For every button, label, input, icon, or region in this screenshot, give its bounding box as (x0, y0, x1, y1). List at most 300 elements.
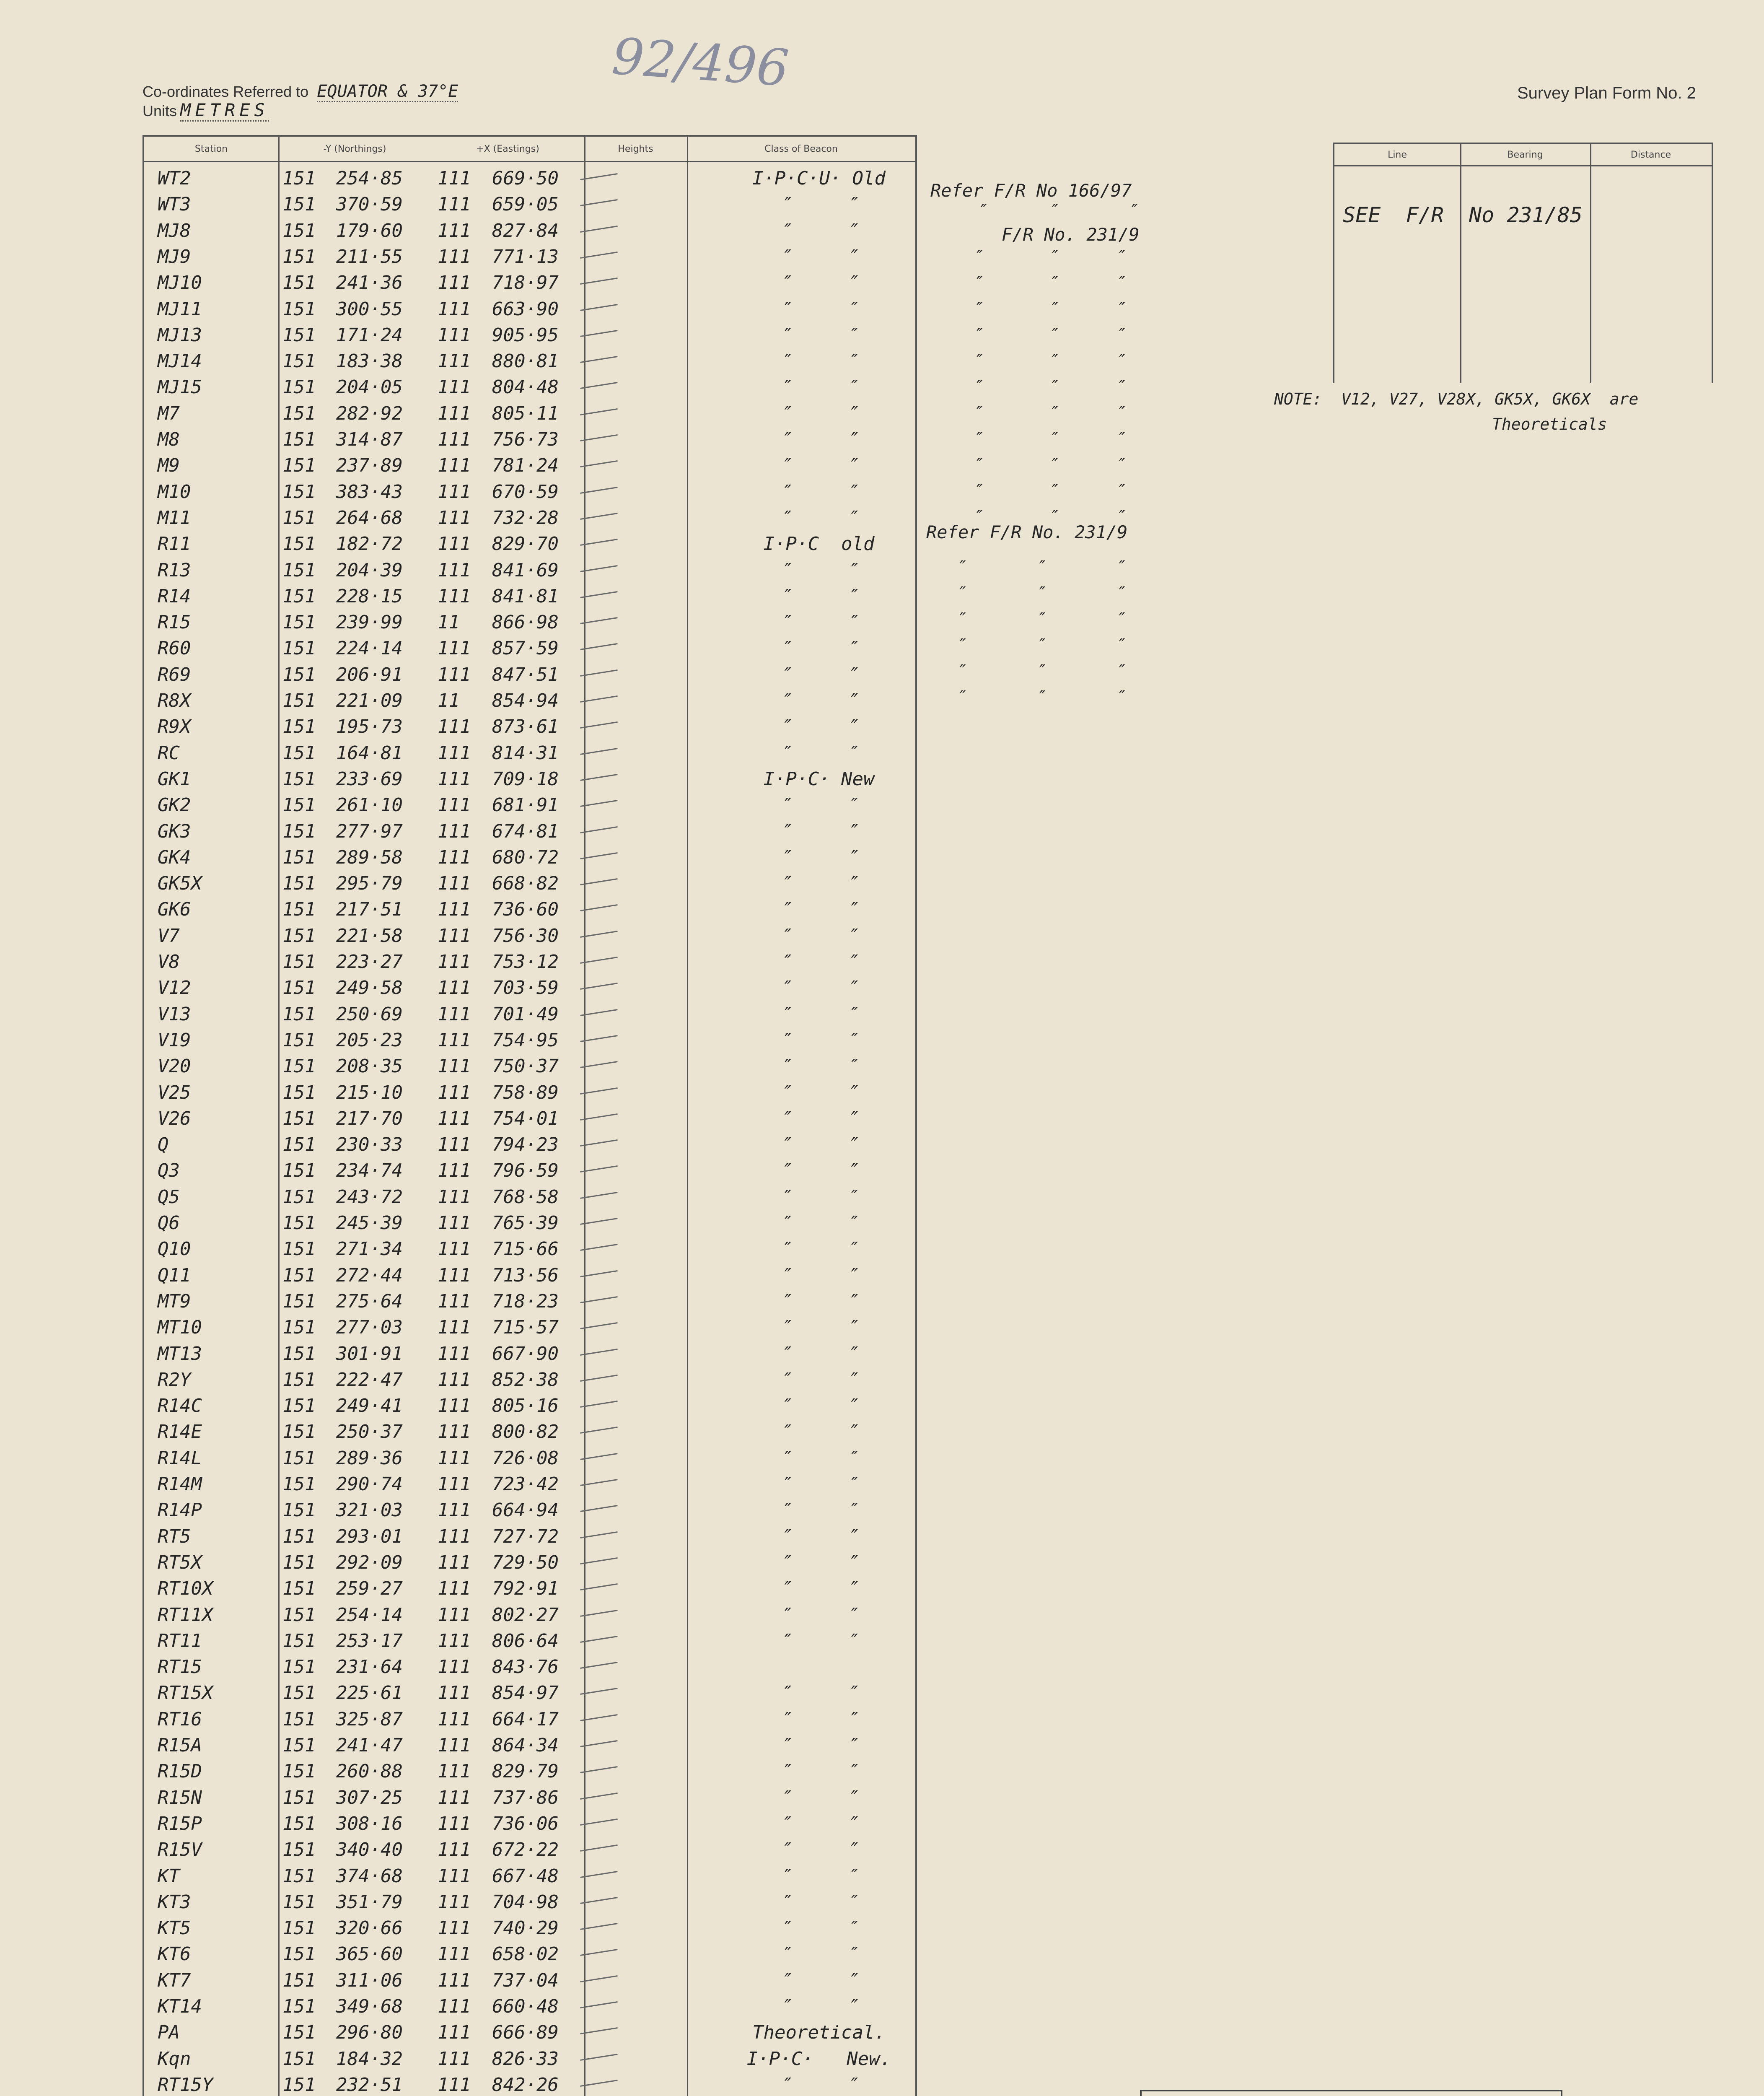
coordinate-row (144, 1288, 915, 1314)
easting-prefix: 111 (438, 1108, 471, 1129)
easting-prefix: 111 (438, 1395, 471, 1417)
coordinate-row (144, 348, 915, 374)
station-name: V19 (158, 1029, 191, 1051)
height-tick-mark (580, 878, 617, 885)
beacon-class: ″ ″ (780, 873, 858, 895)
northing-prefix: 151 (282, 1317, 316, 1339)
easting-value: 670·59 (492, 481, 559, 503)
northing-value: 208·35 (336, 1056, 403, 1077)
northing-prefix: 151 (282, 925, 316, 947)
northing-prefix: 151 (282, 951, 316, 973)
height-tick-mark (580, 434, 617, 441)
easting-value: 804·48 (492, 376, 559, 398)
northing-prefix: 151 (282, 376, 316, 398)
northing-prefix: 151 (282, 664, 316, 685)
station-name: V7 (158, 925, 180, 947)
ditto-mark: ″ (1035, 584, 1046, 603)
ditto-mark: ″ (972, 351, 983, 371)
northing-prefix: 151 (282, 1917, 316, 1939)
easting-value: 667·48 (492, 1865, 559, 1887)
beacon-class: ″ ″ (780, 585, 858, 607)
height-tick-mark (580, 1792, 617, 1800)
ditto-mark: ″ (956, 636, 966, 655)
northing-value: 221·58 (336, 925, 403, 947)
station-name: RC (158, 742, 180, 764)
coordinate-row (144, 218, 915, 244)
ditto-mark: ″ (1115, 325, 1125, 345)
station-name: MT10 (158, 1317, 202, 1339)
easting-prefix: 111 (438, 1264, 471, 1286)
beacon-class: ″ ″ (780, 1761, 858, 1782)
easting-value: 737·86 (492, 1787, 559, 1808)
easting-prefix: 111 (438, 899, 471, 921)
easting-value: 756·73 (492, 429, 559, 450)
beacon-class: ″ ″ (780, 1969, 858, 1991)
northing-value: 184·32 (336, 2048, 403, 2070)
northing-prefix: 151 (282, 507, 316, 529)
easting-prefix: 111 (438, 402, 471, 424)
coordinate-row (144, 2046, 915, 2072)
coordinate-row (144, 844, 915, 870)
coordinate-row (144, 923, 915, 949)
easting-prefix: 111 (438, 298, 471, 320)
northing-value: 275·64 (336, 1290, 403, 1312)
height-tick-mark (580, 826, 617, 833)
height-tick-mark (580, 513, 617, 520)
northing-value: 206·91 (336, 664, 403, 685)
northing-prefix: 151 (282, 194, 316, 215)
easting-prefix: 111 (438, 1290, 471, 1312)
ditto-mark: ″ (1035, 661, 1046, 681)
easting-value: 740·29 (492, 1917, 559, 1939)
northing-value: 182·72 (336, 533, 403, 555)
easting-prefix: 111 (438, 1917, 471, 1939)
northing-value: 290·74 (336, 1473, 403, 1495)
ditto-mark: ″ (972, 299, 983, 319)
easting-value: 806·64 (492, 1630, 559, 1652)
northing-prefix: 151 (282, 977, 316, 999)
northing-prefix: 151 (282, 350, 316, 372)
ditto-mark: ″ (1115, 610, 1125, 629)
ditto-mark: ″ (1115, 403, 1125, 423)
station-name: RT15 (158, 1656, 202, 1678)
coordinate-row (144, 1915, 915, 1941)
northing-prefix: 151 (282, 1969, 316, 1991)
easting-value: 715·57 (492, 1317, 559, 1339)
coordinate-row (144, 505, 915, 531)
ditto-mark: ″ (972, 481, 983, 501)
height-tick-mark (580, 1818, 617, 1826)
station-name: KT14 (158, 1996, 202, 2017)
coordinate-row (144, 1262, 915, 1288)
ditto-mark: ″ (956, 661, 966, 681)
northing-prefix: 151 (282, 324, 316, 346)
beacon-class: ″ ″ (780, 1604, 858, 1626)
form-title: Survey Plan Form No. 2 (1517, 84, 1696, 102)
easting-prefix: 111 (438, 1447, 471, 1469)
height-tick-mark (580, 931, 617, 938)
height-tick-mark (580, 1949, 617, 1956)
northing-prefix: 151 (282, 638, 316, 659)
northing-prefix: 151 (282, 1003, 316, 1025)
beacon-class: ″ ″ (780, 716, 858, 738)
ditto-mark: ″ (1048, 351, 1058, 371)
beacon-class: ″ ″ (780, 1003, 858, 1025)
northing-prefix: 151 (282, 1238, 316, 1260)
easting-value: 723·42 (492, 1473, 559, 1495)
height-tick-mark (580, 330, 617, 337)
easting-prefix: 111 (438, 324, 471, 346)
ditto-mark: ″ (1048, 455, 1058, 475)
northing-value: 239·99 (336, 612, 403, 633)
station-name: KT (158, 1865, 180, 1887)
easting-prefix: 111 (438, 507, 471, 529)
beacon-class: ″ ″ (780, 272, 858, 294)
northing-value: 320·66 (336, 1917, 403, 1939)
beacon-class: ″ ″ (780, 1447, 858, 1469)
easting-prefix: 11 (438, 612, 460, 633)
header-bearing: Bearing (1460, 144, 1590, 166)
easting-value: 829·79 (492, 1761, 559, 1782)
northing-prefix: 151 (282, 1525, 316, 1547)
line-table-entry: SEE F/R No 231/85 (1343, 203, 1583, 227)
beacon-class: ″ ″ (780, 690, 858, 711)
height-tick-mark (580, 1009, 617, 1016)
height-tick-mark (580, 487, 617, 494)
ditto-mark: ″ (972, 325, 983, 345)
height-tick-mark (580, 1583, 617, 1590)
height-tick-mark (580, 1375, 617, 1382)
northing-prefix: 151 (282, 585, 316, 607)
height-tick-mark (580, 2080, 617, 2087)
northing-prefix: 151 (282, 1682, 316, 1704)
coordinate-row (144, 557, 915, 583)
station-name: KT3 (158, 1891, 191, 1913)
coordinate-row (144, 1367, 915, 1393)
ditto-mark: ″ (1115, 273, 1125, 293)
header-line: Line (1334, 144, 1460, 166)
northing-value: 314·87 (336, 429, 403, 450)
northing-value: 264·68 (336, 507, 403, 529)
beacon-class: ″ ″ (780, 376, 858, 398)
height-tick-mark (580, 2027, 617, 2034)
easting-value: 715·66 (492, 1238, 559, 1260)
station-name: M10 (158, 481, 191, 503)
coordinate-row (144, 1314, 915, 1340)
coordinate-row (144, 400, 915, 426)
height-tick-mark (580, 1401, 617, 1408)
northing-value: 272·44 (336, 1264, 403, 1286)
easting-value: 792·91 (492, 1578, 559, 1600)
height-tick-mark (580, 748, 617, 755)
ditto-mark: ″ (972, 273, 983, 293)
coordinate-row (144, 296, 915, 322)
plan-number: 92/496 (610, 27, 791, 98)
coordinate-row (144, 818, 915, 844)
ditto-mark: ″ (1115, 558, 1125, 577)
northing-prefix: 151 (282, 1761, 316, 1782)
northing-value: 245·39 (336, 1212, 403, 1234)
beacon-class: ″ ″ (780, 455, 858, 477)
beacon-class: ″ ″ (780, 1943, 858, 1965)
coordinate-row (144, 583, 915, 609)
easting-prefix: 111 (438, 768, 471, 790)
station-name: R15 (158, 612, 191, 633)
easting-prefix: 111 (438, 585, 471, 607)
refer-note-1: Refer F/R No 166/97 (930, 180, 1132, 201)
northing-prefix: 151 (282, 1395, 316, 1417)
coordinate-row (144, 1079, 915, 1105)
northing-value: 249·41 (336, 1395, 403, 1417)
station-name: RT11X (158, 1604, 213, 1626)
northing-value: 307·25 (336, 1787, 403, 1808)
height-tick-mark (580, 1296, 617, 1303)
northing-value: 321·03 (336, 1499, 403, 1521)
station-name: MJ11 (158, 298, 202, 320)
easting-prefix: 111 (438, 455, 471, 477)
ditto-mark: ″ (1115, 687, 1125, 707)
station-name: R13 (158, 559, 191, 581)
northing-value: 237·89 (336, 455, 403, 477)
height-tick-mark (580, 304, 617, 311)
easting-prefix: 111 (438, 2048, 471, 2070)
ditto-mark: ″ (977, 201, 987, 220)
northing-value: 292·09 (336, 1551, 403, 1573)
beacon-class: ″ ″ (780, 2074, 858, 2096)
northing-value: 259·27 (336, 1578, 403, 1600)
height-tick-mark (580, 1479, 617, 1486)
height-tick-mark (580, 1270, 617, 1277)
northing-value: 217·70 (336, 1108, 403, 1129)
northing-prefix: 151 (282, 1891, 316, 1913)
coordinate-row (144, 1157, 915, 1183)
height-tick-mark (580, 1113, 617, 1121)
northing-value: 164·81 (336, 742, 403, 764)
easting-value: 841·81 (492, 585, 559, 607)
station-name: RT10X (158, 1578, 213, 1600)
header-class: Class of Beacon (687, 137, 915, 162)
northing-prefix: 151 (282, 820, 316, 842)
station-name: GK4 (158, 846, 191, 868)
coordinate-row (144, 165, 915, 191)
beacon-class: ″ ″ (780, 298, 858, 320)
ditto-mark: ″ (1115, 584, 1125, 603)
easting-prefix: 111 (438, 1421, 471, 1443)
northing-value: 215·10 (336, 1082, 403, 1103)
easting-value: 802·27 (492, 1604, 559, 1626)
easting-value: 660·48 (492, 1996, 559, 2017)
northing-prefix: 151 (282, 873, 316, 895)
height-tick-mark (580, 983, 617, 990)
beacon-class: ″ ″ (780, 1160, 858, 1182)
note-line-2: Theoreticals (1492, 415, 1607, 433)
northing-value: 222·47 (336, 1369, 403, 1390)
easting-value: 737·04 (492, 1969, 559, 1991)
units-value: METRES (180, 100, 269, 122)
coordinate-row (144, 1184, 915, 1210)
northing-value: 250·69 (336, 1003, 403, 1025)
beacon-class: ″ ″ (780, 820, 858, 842)
northing-prefix: 151 (282, 1499, 316, 1521)
beacon-class: ″ ″ (780, 1787, 858, 1808)
northing-prefix: 151 (282, 1578, 316, 1600)
northing-value: 230·33 (336, 1134, 403, 1156)
easting-prefix: 111 (438, 1787, 471, 1808)
northing-prefix: 151 (282, 1212, 316, 1234)
ditto-mark: ″ (1115, 377, 1125, 397)
ditto-mark: ″ (1035, 687, 1046, 707)
beacon-class: ″ ″ (780, 1290, 858, 1312)
coordinate-row (144, 687, 915, 713)
height-tick-mark (580, 460, 617, 467)
easting-value: 658·02 (492, 1943, 559, 1965)
height-tick-mark (580, 199, 617, 206)
easting-prefix: 111 (438, 1551, 471, 1573)
beacon-class: ″ ″ (780, 429, 858, 450)
coordinate-row (144, 374, 915, 400)
station-name: MJ14 (158, 350, 202, 372)
col-divider (1460, 144, 1461, 383)
ditto-mark: ″ (956, 610, 966, 629)
station-name: R11 (158, 533, 191, 555)
station-name: Kqn (158, 2048, 191, 2070)
easting-value: 669·50 (492, 168, 559, 189)
northing-value: 300·55 (336, 298, 403, 320)
coordinate-row (144, 1549, 915, 1575)
northing-value: 228·15 (336, 585, 403, 607)
easting-prefix: 111 (438, 1160, 471, 1182)
ditto-mark: ″ (972, 403, 983, 423)
beacon-class: ″ ″ (780, 612, 858, 633)
station-name: GK1 (158, 768, 191, 790)
easting-value: 666·89 (492, 2022, 559, 2044)
easting-value: 805·11 (492, 402, 559, 424)
easting-prefix: 111 (438, 376, 471, 398)
beacon-class: ″ ″ (780, 1708, 858, 1730)
beacon-class: ″ ″ (780, 1865, 858, 1887)
northing-value: 231·64 (336, 1656, 403, 1678)
ditto-mark: ″ (956, 584, 966, 603)
easting-prefix: 111 (438, 951, 471, 973)
beacon-class: ″ ″ (780, 481, 858, 503)
easting-value: 674·81 (492, 820, 559, 842)
beacon-class: ″ ″ (780, 951, 858, 973)
ditto-mark: ″ (1115, 661, 1125, 681)
easting-value: 681·91 (492, 794, 559, 816)
northing-prefix: 151 (282, 1447, 316, 1469)
northing-prefix: 151 (282, 2022, 316, 2044)
easting-prefix: 111 (438, 846, 471, 868)
height-tick-mark (580, 957, 617, 964)
height-tick-mark (580, 1087, 617, 1094)
beacon-class: ″ ″ (780, 1369, 858, 1390)
northing-value: 295·79 (336, 873, 403, 895)
coordinate-row (144, 1654, 915, 1680)
northing-value: 365·60 (336, 1943, 403, 1965)
height-tick-mark (580, 1427, 617, 1434)
northing-value: 253·17 (336, 1630, 403, 1652)
easting-prefix: 111 (438, 1578, 471, 1600)
northing-value: 311·06 (336, 1969, 403, 1991)
northing-value: 179·60 (336, 220, 403, 241)
easting-prefix: 111 (438, 168, 471, 189)
header-northings: -Y (Northings) (278, 137, 431, 162)
easting-prefix: 111 (438, 194, 471, 215)
beacon-class: ″ ″ (780, 1630, 858, 1652)
coordinate-row (144, 1497, 915, 1523)
height-tick-mark (580, 904, 617, 911)
easting-prefix: 111 (438, 1134, 471, 1156)
ditto-mark: ″ (1127, 201, 1138, 220)
coordinate-row (144, 1602, 915, 1628)
beacon-class: ″ ″ (780, 1421, 858, 1443)
coordinate-row (144, 452, 915, 478)
ditto-mark: ″ (1048, 299, 1058, 319)
easting-value: 841·69 (492, 559, 559, 581)
station-name: Q3 (158, 1160, 180, 1182)
northing-value: 195·73 (336, 716, 403, 738)
beacon-class: ″ ″ (780, 1917, 858, 1939)
coordinate-row (144, 1105, 915, 1131)
coordinate-row (144, 2072, 915, 2096)
beacon-class: ″ ″ (780, 925, 858, 947)
easting-value: 727·72 (492, 1525, 559, 1547)
northing-value: 277·03 (336, 1317, 403, 1339)
northing-prefix: 151 (282, 1865, 316, 1887)
height-tick-mark (580, 1165, 617, 1173)
easting-prefix: 111 (438, 272, 471, 294)
easting-value: 726·08 (492, 1447, 559, 1469)
easting-value: 826·33 (492, 2048, 559, 2070)
height-tick-mark (580, 1035, 617, 1042)
easting-value: 905·95 (492, 324, 559, 346)
beacon-class: ″ ″ (780, 1682, 858, 1704)
height-tick-mark (580, 356, 617, 363)
easting-value: 829·70 (492, 533, 559, 555)
easting-value: 768·58 (492, 1186, 559, 1208)
coordinate-row (144, 1732, 915, 1758)
beacon-class: ″ ″ (780, 1578, 858, 1600)
easting-prefix: 111 (438, 1082, 471, 1103)
height-tick-mark (580, 1636, 617, 1643)
beacon-class: ″ ″ (780, 1395, 858, 1417)
northing-prefix: 151 (282, 1943, 316, 1965)
northing-value: 254·85 (336, 168, 403, 189)
easting-value: 781·24 (492, 455, 559, 477)
northing-value: 370·59 (336, 194, 403, 215)
easting-value: 736·60 (492, 899, 559, 921)
height-tick-mark (580, 1766, 617, 1773)
height-tick-mark (580, 800, 617, 807)
coordinate-row (144, 1053, 915, 1079)
height-tick-mark (580, 1453, 617, 1460)
beacon-class: ″ ″ (780, 220, 858, 241)
station-name: Q10 (158, 1238, 191, 1260)
ditto-mark: ″ (956, 558, 966, 577)
station-name: M8 (158, 429, 180, 450)
station-name: R2Y (158, 1369, 191, 1390)
station-name: R14 (158, 585, 191, 607)
northing-value: 211·55 (336, 246, 403, 267)
coordinate-row (144, 1837, 915, 1863)
northing-value: 224·14 (336, 638, 403, 659)
northing-value: 351·79 (336, 1891, 403, 1913)
northing-value: 204·05 (336, 376, 403, 398)
height-tick-mark (580, 1714, 617, 1721)
coordinates-value: EQUATOR & 37°E (317, 82, 458, 102)
easting-value: 843·76 (492, 1656, 559, 1678)
ditto-mark: ″ (1035, 558, 1046, 577)
